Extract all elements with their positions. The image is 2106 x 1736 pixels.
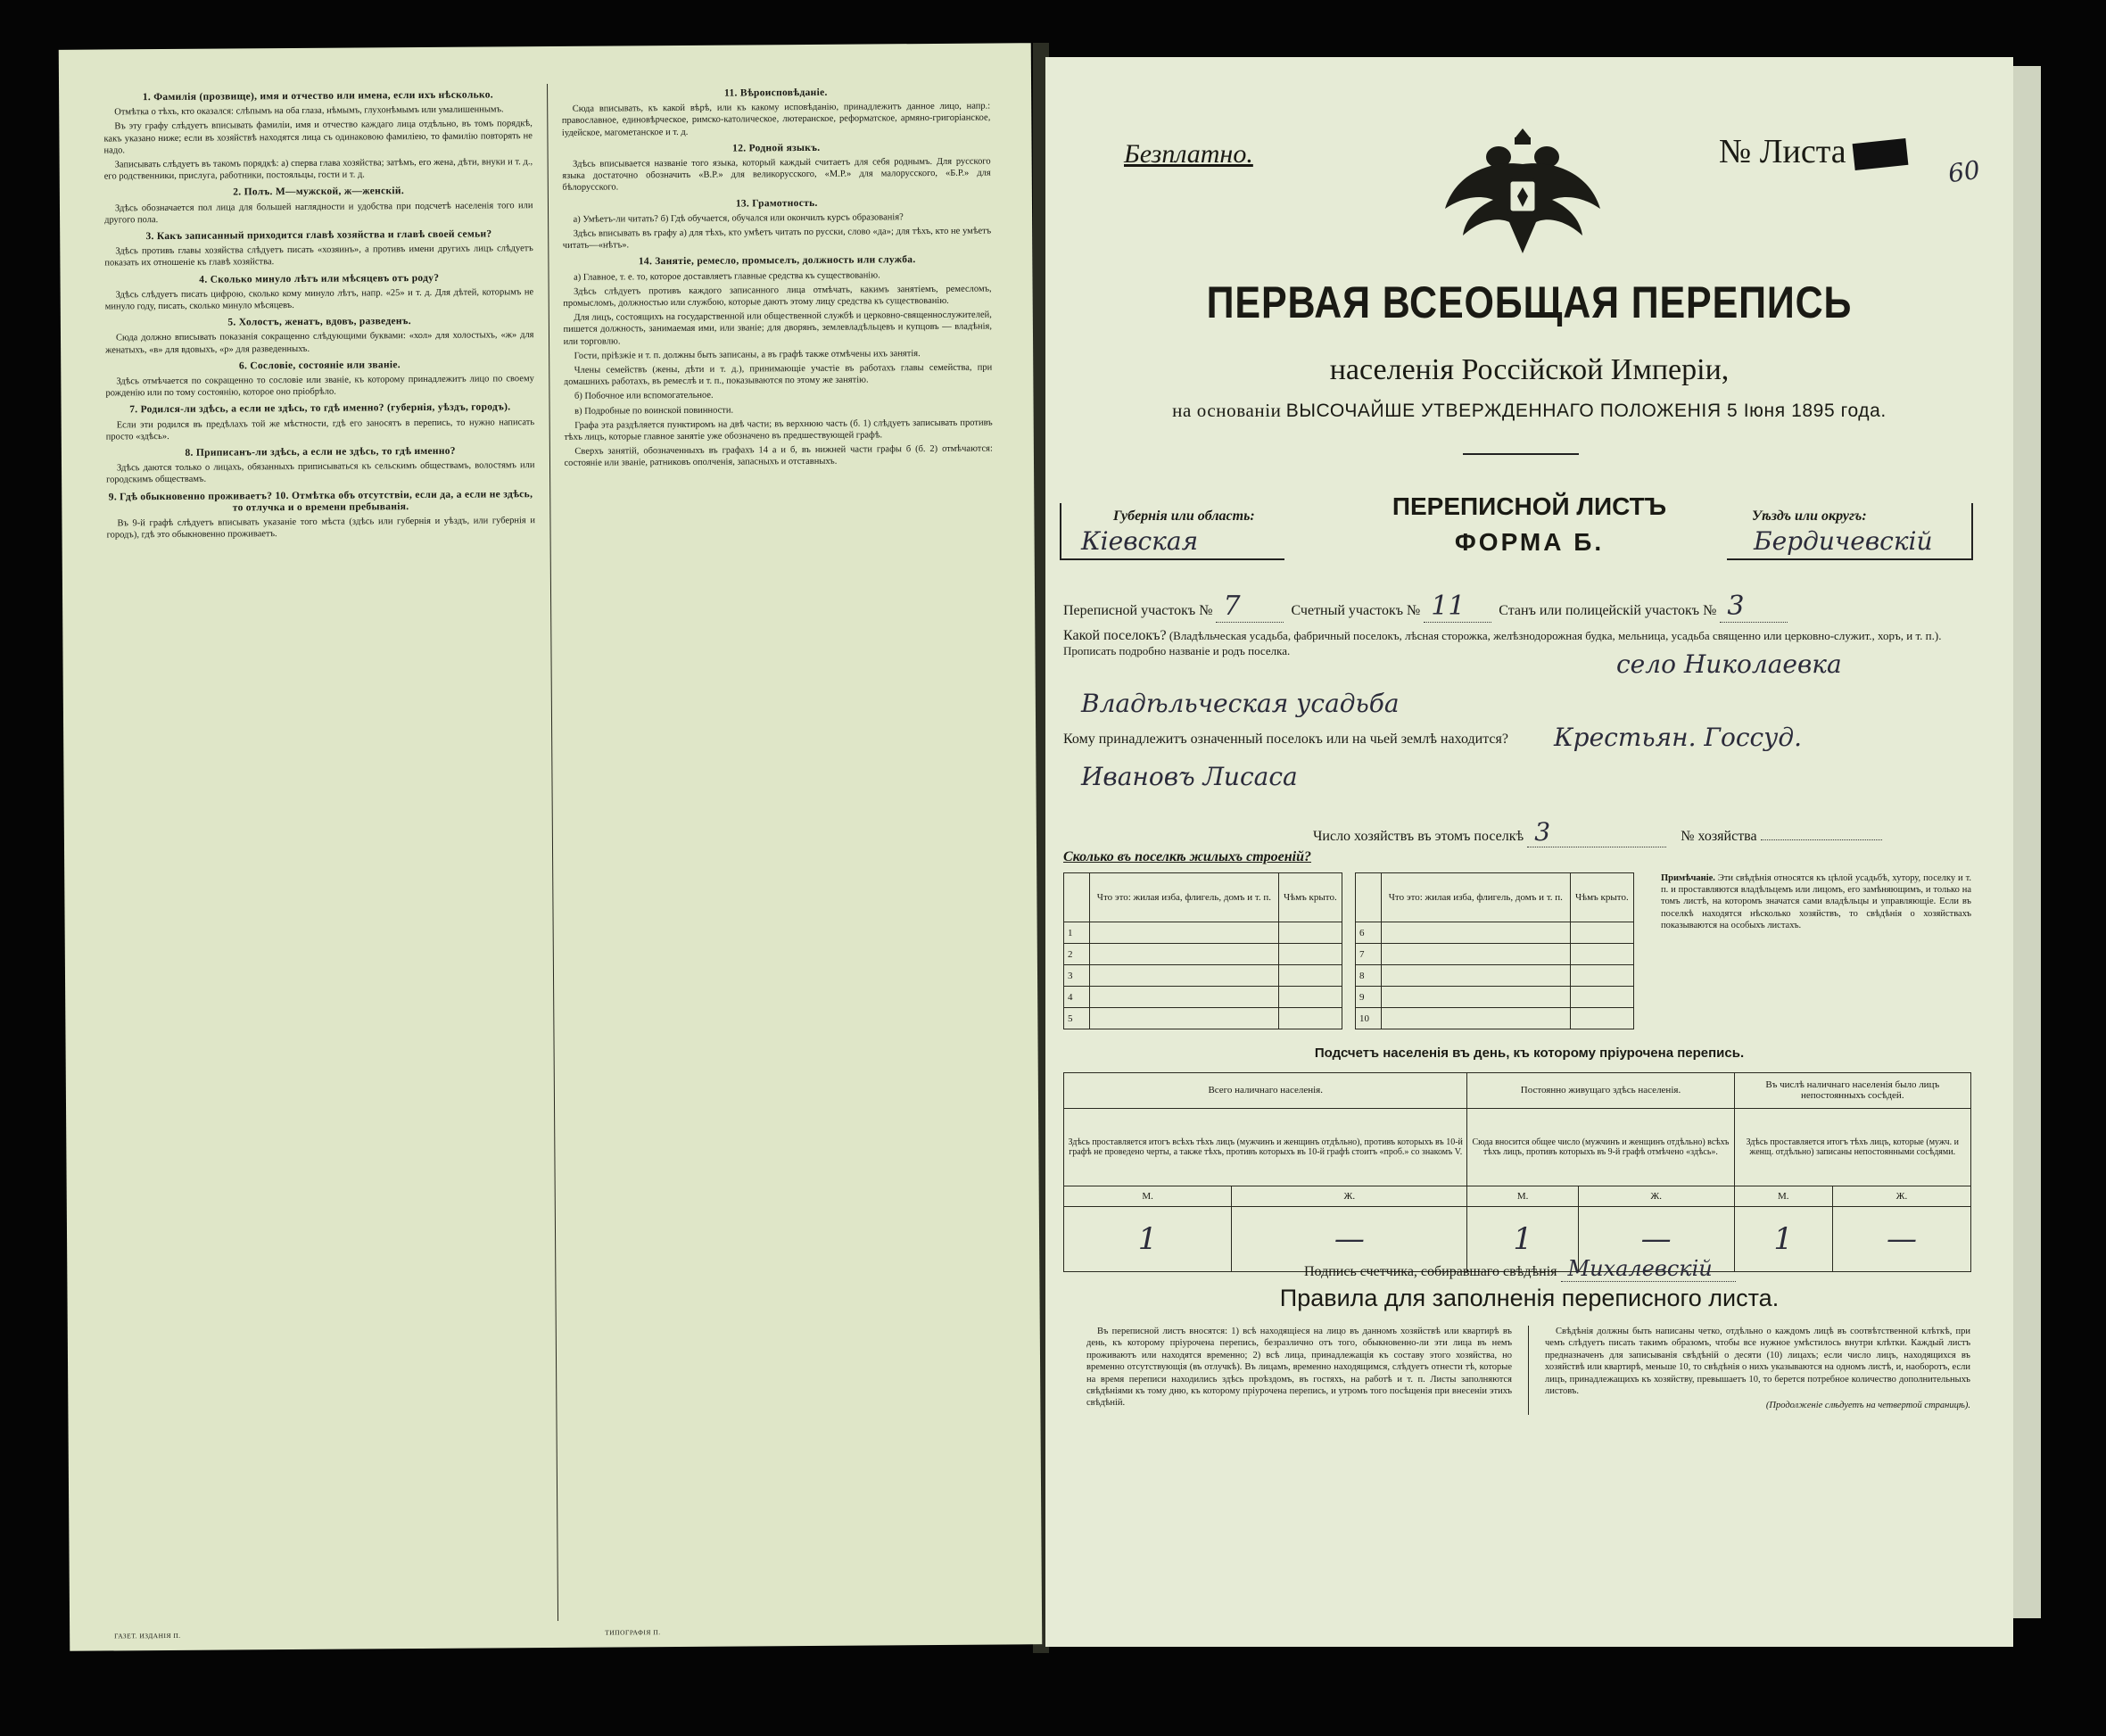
- imprint-right: ТИПОГРАФІЯ П.: [605, 1628, 661, 1637]
- roof-cell: [1278, 987, 1342, 1008]
- households-label: Число хозяйствъ въ этомъ поселкѣ: [1313, 829, 1524, 844]
- ink-blot: [1852, 138, 1908, 170]
- building-type-cell: [1090, 922, 1279, 944]
- buildings-note: [1661, 872, 1971, 931]
- table-row: [1064, 944, 1634, 965]
- female-count: —: [1232, 1207, 1467, 1272]
- sheet-form-type: ФОРМА Б.: [1454, 528, 1605, 556]
- column-divider: [1528, 1326, 1529, 1415]
- table-header-type: Что это: жилая изба, флигель, домъ и т. п.: [1381, 873, 1570, 922]
- building-type-cell: [1090, 944, 1279, 965]
- sheet-number-label: № Листа: [1719, 133, 1846, 170]
- district-value: Бердичевскій: [1754, 526, 1933, 556]
- rules-text-2: Свѣдѣнія должны быть написаны четко, отдѣльно о каждомъ лицѣ въ соотвѣтственной клѣткѣ, при чемъ слѣдуетъ писать такимъ образомъ, чтобы все нужное умѣстилось внутри клѣтки. Каждый листъ предназначенъ для записыванія свѣдѣній о десяти (10) лицахъ; если число лицъ, находящихся въ хозяйствѣ или квартирѣ, меньше 10, то свѣдѣнія о нихъ указываются на одномъ листѣ, и, наоборотъ, если лицъ, принадлежащихъ къ хозяйству, превышаетъ 10, то берется потребное количество дополнительныхъ листовъ.: [1545, 1327, 1970, 1397]
- sheet-form-title: ПЕРЕПИСНОЙ ЛИСТЪ: [1392, 492, 1667, 520]
- sex-male-header: М.: [1734, 1186, 1832, 1207]
- roof-cell: [1278, 944, 1342, 965]
- left-page: [59, 43, 1043, 1651]
- title-rule: [1463, 453, 1579, 455]
- province-value: Кіевская: [1081, 526, 1199, 556]
- building-type-cell: [1381, 987, 1570, 1008]
- row-number: 6: [1355, 922, 1381, 944]
- table-header-type: Что это: жилая изба, флигель, домъ и т. п.: [1090, 873, 1279, 922]
- instruction-heading: 12. Родной языкъ.: [732, 142, 821, 154]
- form-subtitle: населенія Россійской Имперіи,: [1329, 353, 1730, 386]
- count-section-label: Счетный участокъ №: [1291, 603, 1421, 618]
- note-text: Эти свѣдѣнія относятся къ цѣлой усадьбѣ, хутору, поселку и т. п. и проставляются владѣльцемъ или лицомъ, его замѣняющимъ, и только на томъ листѣ, на которомъ значатся сами владѣльцы и управляющіе. Если въ поселкѣ находятся нѣсколько хозяйствъ, то свѣдѣнія о хозяйствахъ показываются на особыхъ листахъ.: [1661, 873, 1972, 930]
- instruction-paragraph: Гости, пріѣзжіе и т. п. должны быть записаны, а въ графѣ также отмѣчены ихъ занятія.: [574, 348, 921, 361]
- rules-column-1: [1086, 1326, 1512, 1415]
- sex-male-header: М.: [1467, 1186, 1578, 1207]
- settlement-value-2: Владѣльческая усадьба: [1081, 689, 1400, 718]
- instruction-paragraph: Въ эту графу слѣдуетъ вписывать фамиліи, имя и отчество каждаго лица отдѣльно, въ томъ порядкѣ, какъ указано ниже; если въ хозяйствѣ находятся лица съ одинаковою фамиліею, то фамилію повторять не надо.: [103, 119, 533, 156]
- instruction-paragraph: Члены семействъ (жены, дѣти и т. д.), принимающіе участіе въ работахъ главы семейства, при домашнихъ работахъ, въ ремеслѣ и т. п., показываются по этому же занятію.: [563, 362, 993, 388]
- instruction-paragraph: Здѣсь обозначается пол лица для большей наглядности и удобства при подсчетѣ населенія того или другого пола.: [104, 200, 533, 226]
- double-headed-eagle-emblem: [1438, 111, 1607, 264]
- households-value: 3: [1527, 817, 1666, 847]
- table-row: [1064, 965, 1634, 987]
- roof-cell: [1570, 965, 1633, 987]
- sex-female-header: Ж.: [1232, 1186, 1467, 1207]
- row-number: 10: [1355, 1008, 1381, 1029]
- census-section-label: Переписной участокъ №: [1063, 603, 1213, 618]
- table-gap: [1342, 1008, 1355, 1029]
- settlement-label: Какой поселокъ?: [1063, 628, 1167, 643]
- row-number: 2: [1064, 944, 1090, 965]
- instruction-paragraph: Здѣсь вписывается названіе того языка, который каждый считаетъ для себя роднымъ. Для русского языка достаточно обозначить «В.Р.» для великорусского, «М.Р.» для малорусского, «Б.Р.» для бѣлорусского.: [562, 156, 991, 194]
- instruction-paragraph: Здѣсь даются только о лицахъ, обязанныхъ приписываться къ сельскимъ обществамъ, волостямъ или городскимъ обществамъ.: [106, 460, 535, 485]
- roof-cell: [1570, 922, 1633, 944]
- sheet-number: [1719, 132, 1907, 171]
- pop-header-permanent: Постоянно живущаго здѣсь населенія.: [1467, 1073, 1734, 1109]
- row-number: 7: [1355, 944, 1381, 965]
- row-number: 9: [1355, 987, 1381, 1008]
- sex-female-header: Ж.: [1578, 1186, 1734, 1207]
- household-number-value: [1761, 839, 1882, 840]
- table-gap: [1342, 965, 1355, 987]
- female-count: —: [1832, 1207, 1970, 1272]
- instruction-heading: 4. Сколько минуло лѣтъ или мѣсяцевъ отъ роду?: [199, 272, 440, 285]
- stan-value: 3: [1720, 591, 1788, 623]
- table-gap: [1342, 922, 1355, 944]
- instructions-column-1: [103, 84, 543, 1624]
- male-count: 1: [1064, 1207, 1232, 1272]
- rules-column-2: [1545, 1326, 1970, 1415]
- table-row: [1064, 1008, 1634, 1029]
- instruction-paragraph: Въ 9-й графѣ слѣдуетъ вписывать указаніе того мѣста (здѣсь или губернія и уѣздъ, или губернія и городъ), гдѣ это обыкновенно проживаетъ.: [106, 516, 535, 541]
- district-box: [1727, 503, 1973, 560]
- table-header-num: [1064, 873, 1090, 922]
- rules-title: Правила для заполненія переписного листа.: [1279, 1285, 1780, 1311]
- imprint-left: ГАЗЕТ. ИЗДАНІЯ П.: [114, 1631, 181, 1641]
- instruction-paragraph: в) Подробные по воинской повинности.: [574, 405, 734, 417]
- building-type-cell: [1381, 1008, 1570, 1029]
- row-number: 3: [1064, 965, 1090, 987]
- settlement-value-1: село Николаевка: [1616, 649, 1842, 679]
- instruction-paragraph: Сюда вписывать, къ какой вѣрѣ, или къ какому исповѣданію, принадлежитъ данное лицо, напр.: православное, единовѣрческое, римско-католическое, лютеранское, реформатское, армяно-григоріанское, іудейское, магометанское и т. д.: [561, 101, 991, 138]
- row-number: 8: [1355, 965, 1381, 987]
- buildings-label: Сколько въ поселкѣ жилыхъ строеній?: [1063, 849, 1311, 864]
- roof-cell: [1278, 1008, 1342, 1029]
- pop-header-total: Всего наличнаго населенія.: [1064, 1073, 1467, 1109]
- roof-cell: [1278, 922, 1342, 944]
- instruction-paragraph: Здѣсь отмѣчается по сокращенно то сословіе или званіе, къ которому принадлежитъ лицо по своему рожденію или по тому состоянію, которое оно пріобрѣло.: [105, 374, 534, 399]
- building-type-cell: [1090, 965, 1279, 987]
- instruction-paragraph: а) Главное, т. е. то, которое доставляетъ главные средства къ существованію.: [574, 270, 880, 283]
- pop-header-transient: Въ числѣ наличнаго населенія было лицъ непостоянныхъ сосѣдей.: [1734, 1073, 1970, 1109]
- instruction-paragraph: Записывать слѣдуетъ въ такомъ порядкѣ: а) сперва глава хозяйства; затѣмъ, его жена, дѣти, внуки и т. д., его родственники, прислуга, работники, постояльцы, гости и т. д.: [103, 157, 533, 182]
- roof-cell: [1570, 987, 1633, 1008]
- owner-value-2: Ивановъ Лисаса: [1081, 762, 1298, 791]
- instruction-paragraph: Здѣсь вписывать въ графу а) для тѣхъ, кто умѣетъ читать по русски, слово «да»; для тѣхъ, кто не умѣетъ читать—«нѣтъ».: [562, 226, 992, 252]
- building-type-cell: [1381, 965, 1570, 987]
- census-section-value: 7: [1216, 591, 1284, 623]
- sex-female-header: Ж.: [1832, 1186, 1970, 1207]
- owner-value-1: Крестьян. Госсуд.: [1554, 723, 1803, 752]
- pencil-page-number: 60: [1945, 154, 1982, 189]
- table-row: [1064, 987, 1634, 1008]
- instruction-paragraph: Для лицъ, состоящихъ на государственной или общественной службѣ и церковно-священнослужителей, пишется должность, занимаемая ими, или званіе; для дворянъ, землевладѣльцевъ и купцовъ — владѣнія, или торговлю.: [563, 310, 992, 347]
- row-number: 1: [1064, 922, 1090, 944]
- female-count: —: [1578, 1207, 1734, 1272]
- instruction-paragraph: Здѣсь слѣдуетъ противъ каждого записанного лица отмѣчать, какимъ занятіемъ, ремесломъ, промысломъ, должностью или службою, которые даютъ этому лицу средства къ существованію.: [563, 284, 992, 309]
- instruction-paragraph: Графа эта раздѣляется пунктиромъ на двѣ части; въ верхнюю часть (б. 1) слѣдуетъ записывать противъ тѣхъ лицъ, которые главное занятіе уже обозначено въ предшествующей графѣ.: [564, 417, 993, 442]
- instructions-column-2: [562, 81, 1002, 1621]
- roof-cell: [1278, 965, 1342, 987]
- column-divider: [547, 84, 558, 1621]
- enumerator-signature: Михалевскій: [1561, 1256, 1736, 1282]
- male-count: 1: [1734, 1207, 1832, 1272]
- rules-columns: [1086, 1326, 1970, 1415]
- signature-line: [1304, 1256, 1736, 1282]
- census-form-page: [1045, 57, 2013, 1647]
- male-count: 1: [1467, 1207, 1578, 1272]
- instruction-paragraph: Если эти родился въ предѣлахъ той же мѣстности, гдѣ его заносятъ в перепись, то нужно написать просто «здѣсь».: [105, 417, 535, 442]
- instruction-paragraph: Сверхъ занятій, обозначенныхъ въ графахъ 14 а и б, въ нижней части графы б (б. 2) отмѣчаются: состояніе или званіе, ратниковъ ополченія, запасныхъ и отставныхъ.: [564, 443, 993, 469]
- households-line: [1313, 817, 1882, 847]
- pop-desc-permanent: Сюда вносится общее число (мужчинъ и женщинъ отдѣльно) всѣхъ тѣхъ лицъ, противъ которыхъ въ 9-й графѣ отмѣчено «здѣсь».: [1467, 1108, 1734, 1186]
- table-header-roof: Чѣмъ крыто.: [1278, 873, 1342, 922]
- table-header-num: [1355, 873, 1381, 922]
- instruction-heading: 14. Занятіе, ремесло, промыселъ, должность или служба.: [638, 254, 916, 268]
- population-table: [1063, 1072, 1971, 1272]
- note-label: Примѣчаніе.: [1661, 873, 1715, 883]
- instruction-paragraph: Сюда должно вписывать показанія сокращенно слѣдующими буквами: «хол» для холостыхъ, «ж» для женатыхъ, «в» для вдовыхъ, «р» для разведенныхъ.: [105, 330, 534, 356]
- instruction-paragraph: Здѣсь слѣдуетъ писать цифрою, сколько кому минуло лѣтъ, напр. «25» и т. д. Для дѣтей, которымъ не минуло году, писать, сколько минуло мѣсяцевъ.: [104, 286, 534, 312]
- buildings-table: [1063, 872, 1634, 1029]
- district-label: Уѣздъ или округъ:: [1752, 508, 1867, 524]
- building-type-cell: [1381, 944, 1570, 965]
- sex-male-header: М.: [1064, 1186, 1232, 1207]
- continued-note: (Продолженіе слѣдуетъ на четвертой страницѣ).: [1765, 1401, 1970, 1411]
- form-title: ПЕРВАЯ ВСЕОБЩАЯ ПЕРЕПИСЬ: [1206, 277, 1853, 327]
- instruction-paragraph: Отмѣтка о тѣхъ, кто оказался: слѣпымъ на оба глаза, нѣмымъ, глухонѣмымъ или умалишеннымъ.: [114, 104, 504, 118]
- owner-label: Кому принадлежитъ означенный поселокъ или на чьей землѣ находится?: [1063, 732, 1508, 747]
- settlement-hint: (Владѣльческая усадьба, фабричный поселокъ, лѣсная сторожка, желѣзнодорожная будка, мельница, усадьба священно или церковно-служит., хоръ, и т. п.). Прописать подробно названіе и родъ поселка.: [1063, 629, 1942, 657]
- building-type-cell: [1090, 1008, 1279, 1029]
- instruction-heading: 3. Какъ записанный приходится главѣ хозяйства и главѣ своей семьи?: [145, 228, 492, 243]
- instruction-paragraph: а) Умѣетъ-ли читать? б) Гдѣ обучается, обучался или окончилъ курсъ образованія?: [573, 212, 904, 225]
- instruction-heading: 11. Вѣроисповѣданіе.: [723, 87, 828, 99]
- instruction-heading: 9. Гдѣ обыкновенно проживаетъ? 10. Отмѣтка объ отсутствіи, если да, а если не здѣсь, то отлучка и о времени пребыванія.: [108, 488, 533, 514]
- building-type-cell: [1381, 922, 1570, 944]
- rules-text-1: Въ переписной листъ вносятся: 1) всѣ находящіеся на лицо въ данномъ хозяйствѣ или квартирѣ въ день, къ которому пріурочена перепись, безразлично отъ того, обыкновенно-ли эти лица въ немъ проживаютъ или находятся временно; 2) всѣ лица, принадлежащія къ составу этого хозяйства, но временно отсутствующія (въ отлучкѣ). Въ лицамъ, временно находящимся, слѣдуетъ отнести тѣ, которые на время переписи находились здѣсь проѣздомъ, въ гостяхъ, на работѣ и т. п. Листы заполняются свѣдѣніями къ тому дню, къ которому пріурочена перепись, и утромъ того посѣщенія при внесеніи этихъ свѣдѣній.: [1086, 1327, 1512, 1409]
- free-label: Безплатно.: [1124, 139, 1253, 169]
- building-type-cell: [1090, 987, 1279, 1008]
- instruction-heading: 5. Холостъ, женатъ, вдовъ, разведенъ.: [227, 316, 412, 328]
- instruction-heading: 6. Сословіе, состояніе или званіе.: [238, 360, 401, 372]
- row-number: 5: [1064, 1008, 1090, 1029]
- instruction-paragraph: б) Побочное или вспомогательное.: [574, 391, 714, 402]
- roof-cell: [1570, 1008, 1633, 1029]
- row-number: 4: [1064, 987, 1090, 1008]
- pop-desc-total: Здѣсь проставляется итогъ всѣхъ тѣхъ лицъ (мужчинъ и женщинъ отдѣльно), противъ которыхъ въ 10-й графѣ не проведено черты, а также тѣхъ, противъ которыхъ въ 10-й графѣ стоитъ «проб.» со знакомъ V.: [1064, 1108, 1467, 1186]
- table-header-roof: Чѣмъ крыто.: [1570, 873, 1633, 922]
- count-section-value: 11: [1424, 591, 1491, 623]
- instruction-heading: 8. Приписанъ-ли здѣсь, а если не здѣсь, то гдѣ именно?: [185, 445, 456, 459]
- province-label: Губернія или область:: [1113, 508, 1255, 524]
- roof-cell: [1570, 944, 1633, 965]
- table-row: [1064, 922, 1634, 944]
- instruction-paragraph: Здѣсь противъ главы хозяйства слѣдуетъ писать «хозяинъ», а противъ имени другихъ лицъ слѣдуетъ показать их отношеніе къ главѣ хозяйства.: [104, 244, 533, 269]
- section-line: [1063, 591, 1788, 623]
- instruction-heading: 2. Полъ. М—мужской, ж—женскій.: [233, 186, 405, 198]
- stan-label: Станъ или полицейскій участокъ №: [1499, 603, 1717, 618]
- table-gap: [1342, 873, 1355, 922]
- household-number-label: № хозяйства: [1681, 829, 1757, 844]
- basis-main: ВЫСОЧАЙШЕ УТВЕРЖДЕННАГО ПОЛОЖЕНІЯ 5 Іюня 1895 года.: [1285, 401, 1887, 421]
- instruction-heading: 1. Фамилія (прозвище), имя и отчество или имена, если ихъ нѣсколько.: [142, 89, 493, 103]
- instruction-heading: 13. Грамотность.: [735, 197, 818, 210]
- instruction-heading: 7. Родился-ли здѣсь, а если не здѣсь, то гдѣ именно? (губернія, уѣздъ, городъ).: [129, 401, 511, 416]
- pop-desc-transient: Здѣсь проставляется итогъ тѣхъ лицъ, которые (мужч. и женщ. отдѣльно) записаны непостоянными сосѣдями.: [1734, 1108, 1970, 1186]
- population-count-title: Подсчетъ населенія въ день, къ которому пріурочена перепись.: [1314, 1046, 1745, 1061]
- basis-prefix: на основаніи: [1172, 400, 1282, 421]
- legal-basis: [1045, 400, 2013, 422]
- table-gap: [1342, 987, 1355, 1008]
- table-gap: [1342, 944, 1355, 965]
- signature-label: Подпись счетчика, собиравшаго свѣдѣнія: [1304, 1264, 1557, 1279]
